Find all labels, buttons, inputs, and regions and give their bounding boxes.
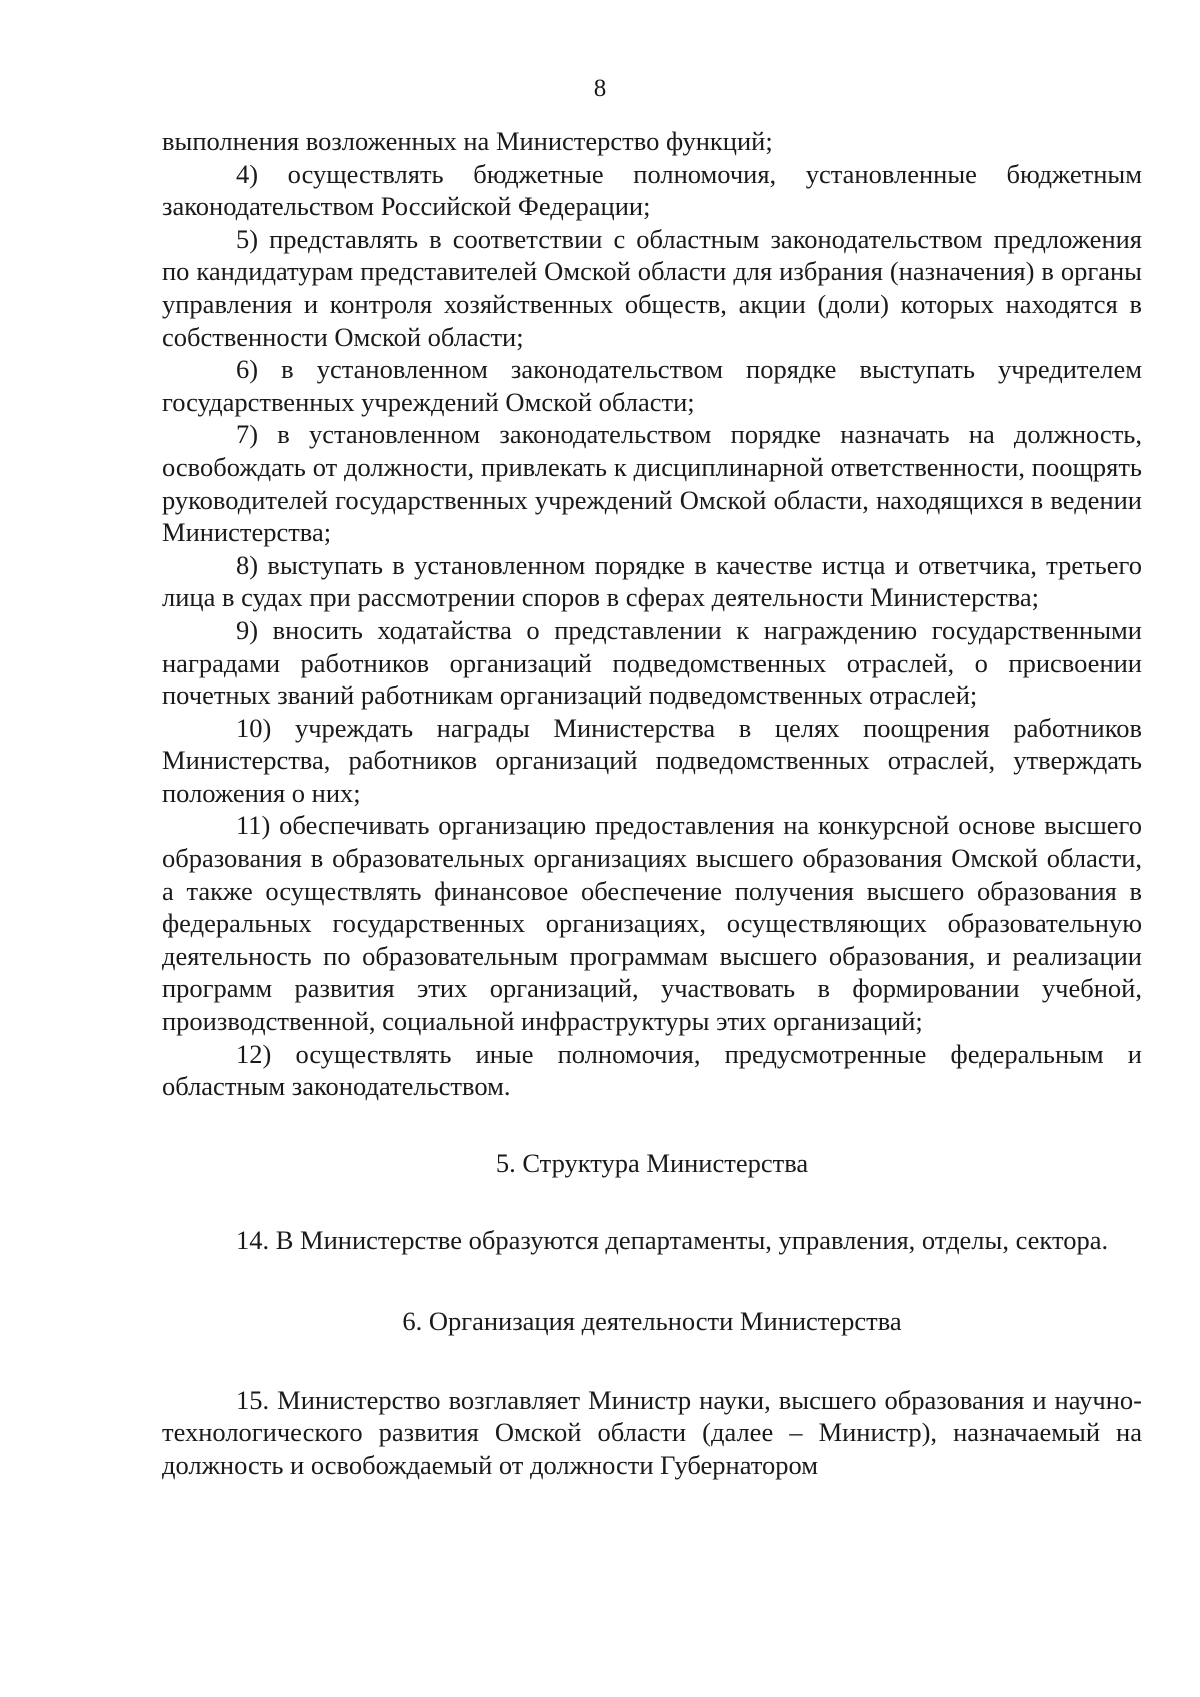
paragraph-item-6: 6) в установленном законодательством порядке выступать учредителем государственных учреждений Омской области; bbox=[162, 354, 1142, 417]
paragraph-clause-15: 15. Министерство возглавляет Министр науки, высшего образования и научно-технологического развития Омской области (далее – Министр), назначаемый на должность и освобождаемый от должности Губернатором bbox=[162, 1384, 1142, 1480]
paragraph-item-7: 7) в установленном законодательством порядке назначать на должность, освобождать от должности, привлекать к дисциплинарной ответственности, поощрять руководителей государственных учреждений Омской области, находящихся в ведении Министерства; bbox=[162, 419, 1142, 548]
paragraph-item-12: 12) осуществлять иные полномочия, предусмотренные федеральным и областным законодательством. bbox=[162, 1038, 1142, 1102]
paragraph-item-10: 10) учреждать награды Министерства в целях поощрения работников Министерства, работников организаций подведомственных отраслей, утверждать положения о них; bbox=[162, 712, 1142, 808]
paragraph-item-8: 8) выступать в установленном порядке в качестве истца и ответчика, третьего лица в судах при рассмотрении споров в сферах деятельности Министерства; bbox=[162, 549, 1142, 613]
paragraph-item-9: 9) вносить ходатайства о представлении к награждению государственными наградами работников организаций подведомственных отраслей, о присвоении почетных званий работникам организаций подведомственных отраслей; bbox=[162, 614, 1142, 711]
section-heading-structure: 5. Структура Министерства bbox=[495, 1147, 809, 1178]
document-body bbox=[162, 125, 1142, 1481]
paragraph-clause-14: 14. В Министерстве образуются департаменты, управления, отделы, сектора. bbox=[236, 1225, 1109, 1256]
paragraph-item-4: 4) осуществлять бюджетные полномочия, установленные бюджетным законодательством Российской Федерации; bbox=[162, 158, 1142, 222]
paragraph-item-11: 11) обеспечивать организацию предоставления на конкурсной основе высшего образования в образовательных организациях высшего образования Омской области, а также осуществлять финансовое обеспечение получения высшего образования в федеральных государственных организациях, осуществляющих образовательную деятельность по образовательным программам высшего образования, и реализации программ развития этих организаций, участвовать в формировании учебной, производственной, социальной инфраструктуры этих организаций; bbox=[162, 810, 1142, 1037]
page-number: 8 bbox=[593, 75, 607, 102]
section-heading-organization: 6. Организация деятельности Министерства bbox=[402, 1306, 902, 1336]
paragraph-item-5: 5) представлять в соответствии с областным законодательством предложения по кандидатурам представителей Омской области для избрания (назначения) в органы управления и контроля хозяйственных обществ, акции (доли) которых находятся в собственности Омской области; bbox=[162, 223, 1142, 352]
paragraph-continuation: выполнения возложенных на Министерство функций; bbox=[162, 126, 773, 156]
